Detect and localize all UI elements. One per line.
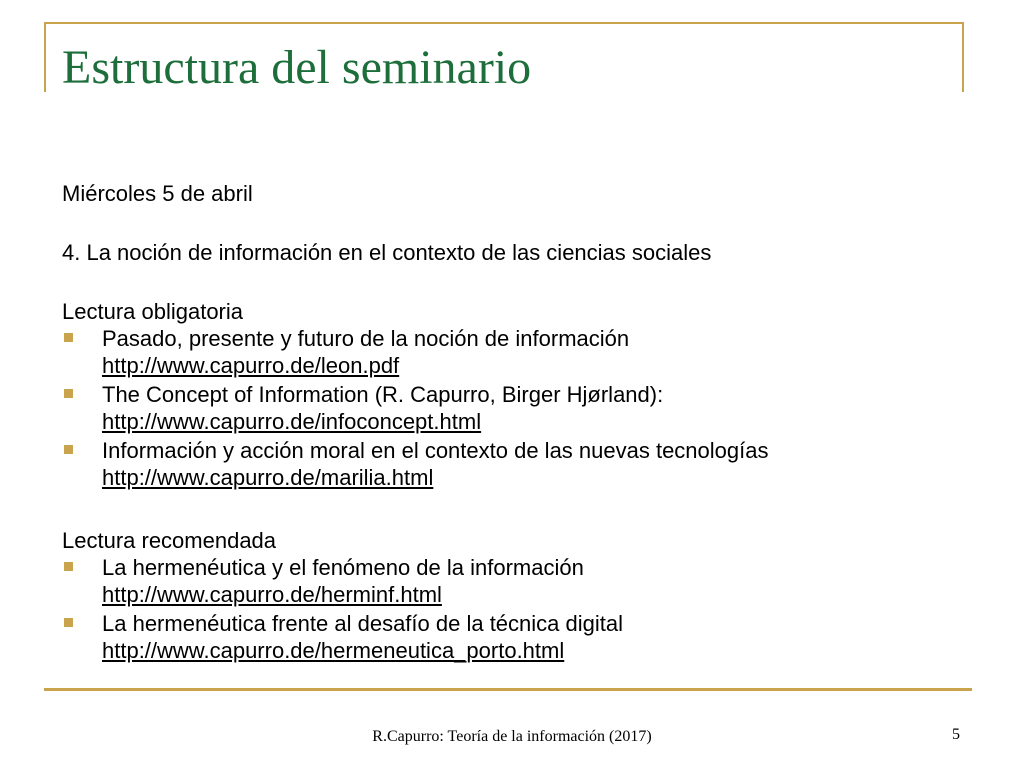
session-topic: 4. La noción de información en el contexto de las ciencias sociales — [62, 240, 712, 265]
square-bullet-icon — [64, 445, 73, 454]
square-bullet-icon — [64, 618, 73, 627]
required-reading-heading: Lectura obligatoria — [62, 299, 244, 324]
slide-content — [62, 180, 962, 666]
required-reading-list — [62, 325, 962, 491]
list-item — [62, 437, 962, 491]
reading-link[interactable]: http://www.capurro.de/infoconcept.html — [102, 409, 482, 434]
list-item — [62, 381, 962, 435]
frame-left-line — [44, 22, 46, 92]
session-date: Miércoles 5 de abril — [62, 181, 253, 206]
slide-title: Estructura del seminario — [62, 41, 532, 94]
list-item — [62, 325, 962, 379]
reading-title: Pasado, presente y futuro de la noción de información — [102, 326, 630, 351]
recommended-reading-list — [62, 554, 962, 664]
reading-title: Información y acción moral en el contexto de las nuevas tecnologías — [102, 438, 769, 463]
reading-link[interactable]: http://www.capurro.de/leon.pdf — [102, 353, 400, 378]
frame-right-line — [962, 22, 964, 92]
square-bullet-icon — [64, 562, 73, 571]
list-item — [62, 554, 962, 608]
reading-link[interactable]: http://www.capurro.de/herminf.html — [102, 582, 442, 607]
square-bullet-icon — [64, 389, 73, 398]
square-bullet-icon — [64, 333, 73, 342]
reading-link[interactable]: http://www.capurro.de/marilia.html — [102, 465, 434, 490]
reading-title: La hermenéutica y el fenómeno de la información — [102, 555, 584, 580]
frame-top-line — [44, 22, 964, 24]
footer-divider — [44, 688, 972, 691]
list-item — [62, 610, 962, 664]
reading-title: La hermenéutica frente al desafío de la técnica digital — [102, 611, 623, 636]
footer-caption: R.Capurro: Teoría de la información (2017) — [372, 728, 652, 745]
recommended-reading-heading: Lectura recomendada — [62, 528, 277, 553]
page-number: 5 — [952, 726, 960, 743]
reading-title: The Concept of Information (R. Capurro, Birger Hjørland): — [102, 382, 664, 407]
reading-link[interactable]: http://www.capurro.de/hermeneutica_porto.html — [102, 638, 565, 663]
